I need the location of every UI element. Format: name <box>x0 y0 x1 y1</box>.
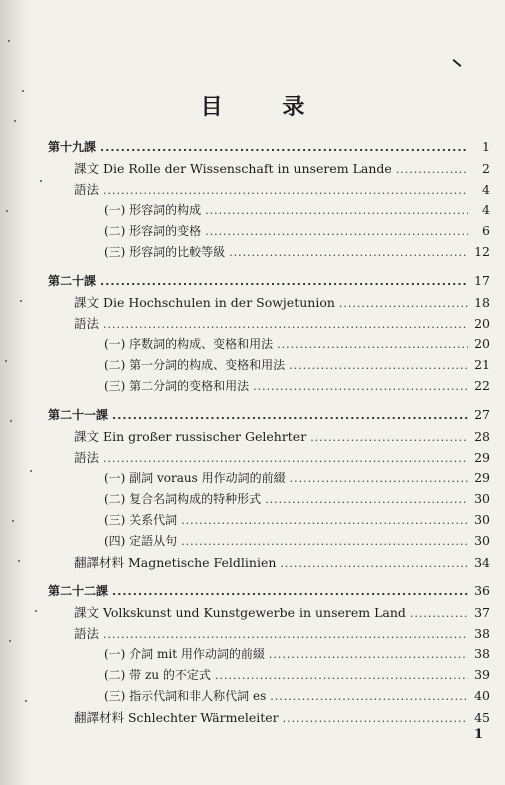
toc-entry[interactable] <box>48 448 490 469</box>
paper-speck <box>30 470 32 472</box>
toc-entry-page: 36 <box>474 583 490 598</box>
toc-entry-label: 第十九課 <box>48 140 97 154</box>
dot-leader <box>100 275 468 288</box>
toc-entry-page: 20 <box>474 316 490 331</box>
toc-entry-label: (二) 形容詞的变格 <box>104 224 202 238</box>
toc-entry-page: 40 <box>474 688 490 703</box>
dot-leader <box>181 535 468 548</box>
toc-entry-page: 30 <box>474 512 490 527</box>
toc-entry-label: 翻譯材料 Magnetische Feldlinien <box>74 555 277 570</box>
dot-leader <box>265 493 468 506</box>
dot-leader <box>283 712 468 725</box>
toc-entry-page: 2 <box>482 161 490 176</box>
toc-entry[interactable] <box>48 532 490 553</box>
toc-entry[interactable] <box>48 356 490 377</box>
toc-entry-page: 22 <box>474 378 490 393</box>
paper-speck <box>18 560 20 562</box>
paper-speck <box>9 640 11 642</box>
toc-entry-label: (三) 第二分詞的变格和用法 <box>104 379 250 393</box>
toc-entry-page: 29 <box>474 470 490 485</box>
paper-speck <box>40 180 42 182</box>
dot-leader <box>270 690 468 703</box>
toc-entry[interactable] <box>48 293 490 314</box>
dot-leader <box>269 648 468 661</box>
toc-entry-page: 17 <box>474 273 490 288</box>
toc-entry-label: 第二十一課 <box>48 408 109 422</box>
toc-entry-page: 28 <box>474 429 490 444</box>
table-of-contents <box>48 138 490 729</box>
toc-entry[interactable] <box>48 201 490 222</box>
dot-leader <box>103 628 468 641</box>
toc-lesson-heading[interactable] <box>48 406 490 427</box>
dot-leader <box>205 225 468 238</box>
page-title: 目 录 <box>200 95 331 120</box>
paper-speck <box>12 520 14 522</box>
toc-entry-page: 20 <box>474 336 490 351</box>
dot-leader <box>290 472 468 485</box>
toc-entry[interactable] <box>48 159 490 180</box>
toc-entry-label: 語法 <box>74 316 100 331</box>
paper-speck <box>20 300 22 302</box>
paper-speck <box>22 90 24 92</box>
toc-entry-label: 課文 Ein großer russischer Gelehrter <box>74 429 307 444</box>
dot-leader <box>103 318 468 331</box>
toc-entry-page: 38 <box>474 626 490 641</box>
toc-entry[interactable] <box>48 335 490 356</box>
toc-entry[interactable] <box>48 243 490 264</box>
dot-leader <box>289 359 468 372</box>
toc-entry[interactable] <box>48 490 490 511</box>
toc-entry[interactable] <box>48 314 490 335</box>
toc-entry-label: 第二十課 <box>48 274 97 288</box>
toc-entry-page: 34 <box>474 555 490 570</box>
dot-leader <box>280 557 468 570</box>
toc-entry-page: 39 <box>474 667 490 682</box>
toc-entry-page: 18 <box>474 295 490 310</box>
dot-leader <box>112 409 468 422</box>
toc-entry[interactable] <box>48 603 490 624</box>
toc-entry-page: 21 <box>474 357 490 372</box>
paper-speck <box>25 700 27 702</box>
toc-entry[interactable] <box>48 427 490 448</box>
paper-speck <box>10 420 12 422</box>
toc-entry-page: 12 <box>474 244 490 259</box>
toc-entry-label: 語法 <box>74 450 100 465</box>
dot-leader <box>181 514 468 527</box>
toc-entry-page: 30 <box>474 533 490 548</box>
toc-entry-page: 38 <box>474 646 490 661</box>
toc-entry[interactable] <box>48 708 490 729</box>
toc-entry-label: (二) 第一分詞的构成、变格和用法 <box>104 358 286 372</box>
toc-entry-page: 4 <box>482 182 490 197</box>
toc-entry[interactable] <box>48 469 490 490</box>
toc-entry-label: 課文 Volkskunst und Kunstgewerbe in unserem Land <box>74 605 406 620</box>
toc-entry-page: 37 <box>474 605 490 620</box>
toc-entry-label: 翻譯材料 Schlechter Wärmeleiter <box>74 710 279 725</box>
toc-entry-label: 語法 <box>74 182 100 197</box>
paper-speck <box>6 210 8 212</box>
toc-entry[interactable] <box>48 687 490 708</box>
dot-leader <box>410 607 468 620</box>
toc-entry-label: 課文 Die Rolle der Wissenschaft in unserem Lande <box>74 161 392 176</box>
toc-entry-label: (三) 形容詞的比較等級 <box>104 245 226 259</box>
toc-entry[interactable] <box>48 511 490 532</box>
toc-entry[interactable] <box>48 553 490 574</box>
page-number: 1 <box>473 727 483 742</box>
dot-leader <box>205 204 468 217</box>
toc-entry-page: 45 <box>474 710 490 725</box>
dot-leader <box>229 246 468 259</box>
toc-entry-label: (四) 定語从句 <box>104 534 178 548</box>
section-gap <box>48 398 490 406</box>
toc-entry-page: 27 <box>474 407 490 422</box>
dot-leader <box>103 452 468 465</box>
dot-leader <box>396 163 468 176</box>
toc-lesson-heading[interactable] <box>48 582 490 603</box>
toc-entry[interactable] <box>48 180 490 201</box>
dot-leader <box>253 380 468 393</box>
paper-speck <box>5 360 7 362</box>
toc-entry-label: (一) 介詞 mit 用作动詞的前綴 <box>104 647 265 661</box>
section-gap <box>48 264 490 272</box>
dot-leader <box>112 585 468 598</box>
dot-leader <box>277 338 468 351</box>
toc-entry-page: 4 <box>482 202 490 217</box>
toc-entry-label: (一) 形容詞的构成 <box>104 203 202 217</box>
toc-entry[interactable] <box>48 377 490 398</box>
toc-entry[interactable] <box>48 666 490 687</box>
toc-entry-label: (一) 副詞 voraus 用作动詞的前綴 <box>104 471 286 485</box>
toc-entry-label: (三) 指示代詞和非人称代詞 es <box>104 689 267 703</box>
dot-leader <box>103 184 468 197</box>
ink-mark <box>453 59 462 67</box>
toc-lesson-heading[interactable] <box>48 272 490 293</box>
toc-entry-label: 課文 Die Hochschulen in der Sowjetunion <box>74 295 335 310</box>
dot-leader <box>100 141 468 154</box>
toc-entry-label: 第二十二課 <box>48 584 109 598</box>
toc-entry-label: (一) 序数詞的构成、变格和用法 <box>104 337 274 351</box>
paper-speck <box>8 40 10 42</box>
toc-entry-label: (二) 复合名詞构成的特种形式 <box>104 492 262 506</box>
paper-speck <box>35 610 37 612</box>
toc-entry-page: 6 <box>482 223 490 238</box>
toc-entry-label: (二) 带 zu 的不定式 <box>104 668 211 682</box>
toc-entry-label: 語法 <box>74 626 100 641</box>
toc-entry[interactable] <box>48 645 490 666</box>
toc-entry[interactable] <box>48 222 490 243</box>
toc-entry-page: 29 <box>474 450 490 465</box>
section-gap <box>48 574 490 582</box>
toc-entry-label: (三) 关系代詞 <box>104 513 178 527</box>
toc-entry-page: 1 <box>482 139 490 154</box>
toc-lesson-heading[interactable] <box>48 138 490 159</box>
paper-speck <box>14 120 16 122</box>
toc-entry-page: 30 <box>474 491 490 506</box>
toc-entry[interactable] <box>48 624 490 645</box>
dot-leader <box>215 669 468 682</box>
dot-leader <box>310 431 468 444</box>
dot-leader <box>339 297 468 310</box>
